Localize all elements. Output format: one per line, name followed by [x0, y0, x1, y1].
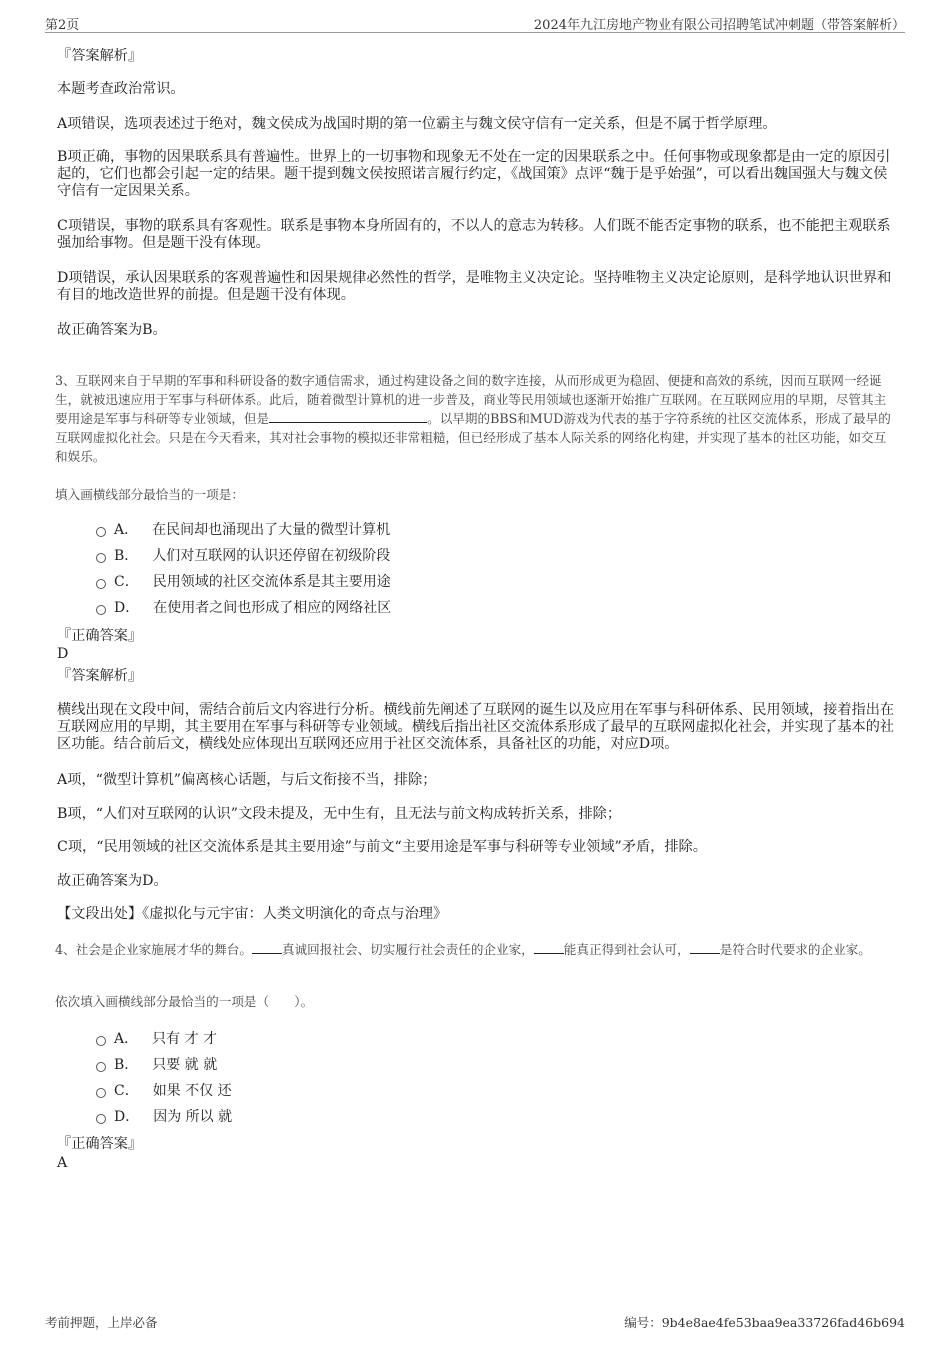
- document-title: 2024年九江房地产物业有限公司招聘笔试冲刺题（带答案解析）: [533, 18, 905, 33]
- q2-analysis-b: B项正确，事物的因果联系具有普遍性。世界上的一切事物和现象无不处在一定的因果联系之中。任何事物或现象都是由一定的原因引起的，它们也都会引起一定的结果。题干提到魏文侯按照诺言履行约定，《战国策》点评“魏于是乎始强”，可以看出魏国强大与魏文侯守信有一定因果关系。: [57, 149, 891, 199]
- q2-analysis-a: A项错误，选项表述过于绝对，魏文侯成为战国时期的第一位霸主与魏文侯守信有一定关系，但是不属于哲学原理。: [57, 116, 777, 132]
- q4-option-c[interactable]: C． 如果 不仅 还: [96, 1081, 232, 1101]
- q3-answer: D: [57, 646, 69, 662]
- page-header: [45, 14, 905, 33]
- q3-option-b[interactable]: B． 人们对互联网的认识还停留在初级阶段: [96, 546, 390, 566]
- page-footer: [45, 1313, 905, 1331]
- footer-slogan: 考前押题，上岸必备: [45, 1315, 158, 1330]
- q2-analysis-d: D项错误，承认因果联系的客观普遍性和因果规律必然性的哲学，是唯物主义决定论。坚持唯物主义决定论原则，是科学地认识世界和有目的地改造世界的前提。但是题干没有体现。: [57, 270, 892, 303]
- q4-option-d[interactable]: D． 因为 所以 就: [96, 1107, 232, 1127]
- radio-icon[interactable]: [96, 553, 106, 563]
- q3-answer-label: 『正确答案』: [57, 628, 143, 644]
- q4-blank-1: [252, 941, 282, 954]
- q4-stem: 4、社会是企业家施展才华的舞台。 真诚回报社会、切实履行社会责任的企业家， 能真正得到社会认可， 是符合时代要求的企业家。: [55, 942, 871, 957]
- q4-option-a[interactable]: A． 只有 才 才: [96, 1029, 217, 1049]
- q3-stem-before: 3、互联网来自于早期的军事和科研设备的数字通信需求，通过构建设备之间的数字连接，从而形成更为稳固、便捷和高效的系统，因而互联网一经诞生，就被迅速应用于军事与科研体系。此后，随着微型计算机的进一步普及，商业等民用领域也逐渐开始推广互联网。在互联网应用的早期，尽管其主要用途是军事与科研等专业领域，但是: [55, 373, 887, 426]
- q3-option-d[interactable]: D． 在使用者之间也形成了相应的网络社区: [96, 598, 391, 618]
- radio-icon[interactable]: [96, 527, 106, 537]
- page-number: 第2页: [45, 18, 80, 33]
- document-id: 编号：9b4e8ae4fe53baa9ea33726fad46b694: [624, 1315, 905, 1330]
- q3-blank: [269, 410, 427, 423]
- q3-analysis-b: B项，“人们对互联网的认识”文段未提及，无中生有，且无法与前文构成转折关系，排除；: [57, 806, 622, 822]
- q4-blank-3: [690, 941, 720, 954]
- q4-answer: A: [57, 1155, 68, 1171]
- radio-icon[interactable]: [96, 605, 106, 615]
- q3-conclusion: 故正确答案为D。: [57, 873, 168, 889]
- q4-blank-2: [534, 941, 564, 954]
- q3-analysis-main: 横线出现在文段中间，需结合前后文内容进行分析。横线前先阐述了互联网的诞生以及应用在军事与科研体系、民用领域，接着指出在互联网应用的早期，其主要用在军事与科研等专业领域。横线后指出社区交流体系形成了最早的互联网虚拟化社会，并实现了基本的社区功能。结合前后文，横线处应体现出互联网还应用于社区交流体系，具备社区的功能，对应D项。: [57, 702, 895, 752]
- q4-prompt: 依次填入画横线部分最恰当的一项是（ ）。: [55, 994, 314, 1009]
- q2-conclusion: 故正确答案为B。: [57, 322, 167, 338]
- q2-analysis-intro: 本题考查政治常识。: [57, 81, 185, 97]
- q3-analysis-a: A项，“微型计算机”偏离核心话题，与后文衔接不当，排除；: [57, 772, 437, 788]
- q3-analysis-c: C项，“民用领域的社区交流体系是其主要用途”与前文“主要用途是军事与科研等专业领域”矛盾，排除。: [57, 839, 707, 855]
- q3-source: 【文段出处】《虚拟化与元宇宙：人类文明演化的奇点与治理》: [57, 906, 448, 922]
- q2-analysis-c: C项错误，事物的联系具有客观性。联系是事物本身所固有的，不以人的意志为转移。人们既不能否定事物的联系，也不能把主观联系强加给事物。但是题干没有体现。: [57, 218, 891, 251]
- q2-analysis-label: 『答案解析』: [57, 48, 143, 64]
- q3-stem-after: 。以早期的BBS和MUD游戏为代表的基于字符系统的社区交流体系，形成了最早的互联网虚拟化社会。只是在今天看来，其对社会事物的模拟还非常粗糙，但已经形成了基本人际关系的网络化构建，并实现了基本的社区功能，如交互和娱乐。: [55, 411, 891, 464]
- q3-analysis-label: 『答案解析』: [57, 668, 143, 684]
- radio-icon[interactable]: [96, 1062, 106, 1072]
- q3-prompt: 填入画横线部分最恰当的一项是：: [55, 487, 244, 502]
- radio-icon[interactable]: [96, 579, 106, 589]
- q4-option-b[interactable]: B． 只要 就 就: [96, 1055, 217, 1075]
- radio-icon[interactable]: [96, 1088, 106, 1098]
- q3-option-c[interactable]: C． 民用领域的社区交流体系是其主要用途: [96, 572, 391, 592]
- q3-stem: [55, 371, 897, 466]
- q3-option-a[interactable]: A． 在民间却也涌现出了大量的微型计算机: [96, 520, 390, 540]
- q4-answer-label: 『正确答案』: [57, 1136, 143, 1152]
- radio-icon[interactable]: [96, 1114, 106, 1124]
- radio-icon[interactable]: [96, 1036, 106, 1046]
